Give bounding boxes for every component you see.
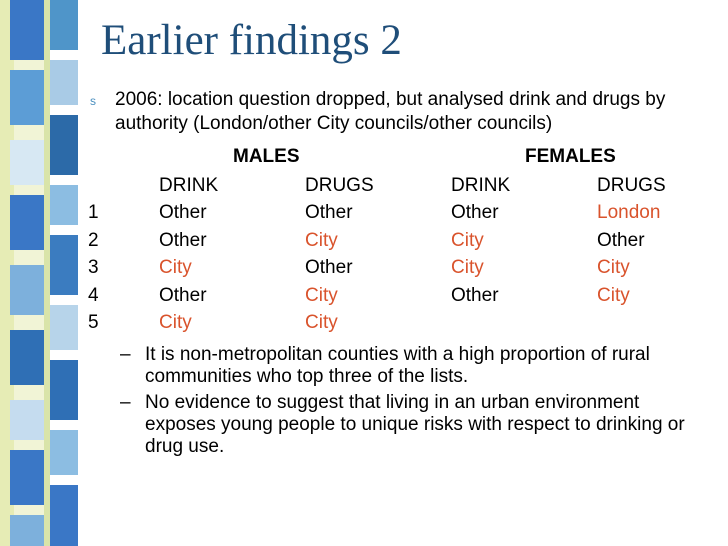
dash-marker: – (120, 392, 131, 413)
cell-males-drink: Other (159, 202, 207, 223)
males-header: MALES (233, 146, 300, 167)
cell-females-drugs: City (597, 284, 630, 306)
subpoint-text: No evidence to suggest that living in an urban environment exposes young people to unique risks with respect to drinking or drug use. (145, 392, 685, 457)
cell-males-drink: City (159, 257, 192, 278)
subpoint-text: It is non-metropolitan counties with a high proportion of rural communities who top three of the lists. (145, 344, 650, 387)
rank-label: 3 (88, 257, 99, 278)
cell-females-drink: City (451, 229, 484, 251)
cell-males-drugs: Other (305, 202, 353, 223)
cell-females-drink: Other (451, 202, 499, 223)
cell-males-drugs: City (305, 284, 338, 306)
cell-females-drugs: Other (597, 229, 645, 251)
bullet-marker: s (90, 94, 96, 108)
col-header-males-drugs: DRUGS (305, 175, 374, 196)
females-header: FEMALES (525, 146, 616, 167)
cell-females-drugs: City (597, 257, 630, 278)
dash-marker: – (120, 344, 131, 365)
cell-females-drugs: London (597, 202, 661, 223)
cell-females-drink: City (451, 257, 484, 278)
rank-label: 4 (88, 284, 99, 306)
col-header-females-drink: DRINK (451, 175, 511, 196)
col-header-males-drink: DRINK (159, 175, 219, 196)
rank-label: 1 (88, 202, 99, 223)
cell-males-drink: Other (159, 284, 207, 306)
cell-males-drugs: City (305, 312, 338, 333)
cell-males-drugs: City (305, 229, 338, 251)
cell-females-drink: Other (451, 284, 499, 306)
decorative-stripe (0, 0, 86, 546)
rank-label: 5 (88, 312, 99, 333)
bullet-text: 2006: location question dropped, but analysed drink and drugs by authority (London/other City councils/other councils) (115, 89, 666, 134)
slide-title: Earlier findings 2 (101, 17, 402, 64)
cell-males-drink: Other (159, 229, 207, 251)
col-header-females-drugs: DRUGS (597, 175, 666, 196)
cell-males-drink: City (159, 312, 192, 333)
rank-label: 2 (88, 229, 99, 251)
cell-males-drugs: Other (305, 257, 353, 278)
